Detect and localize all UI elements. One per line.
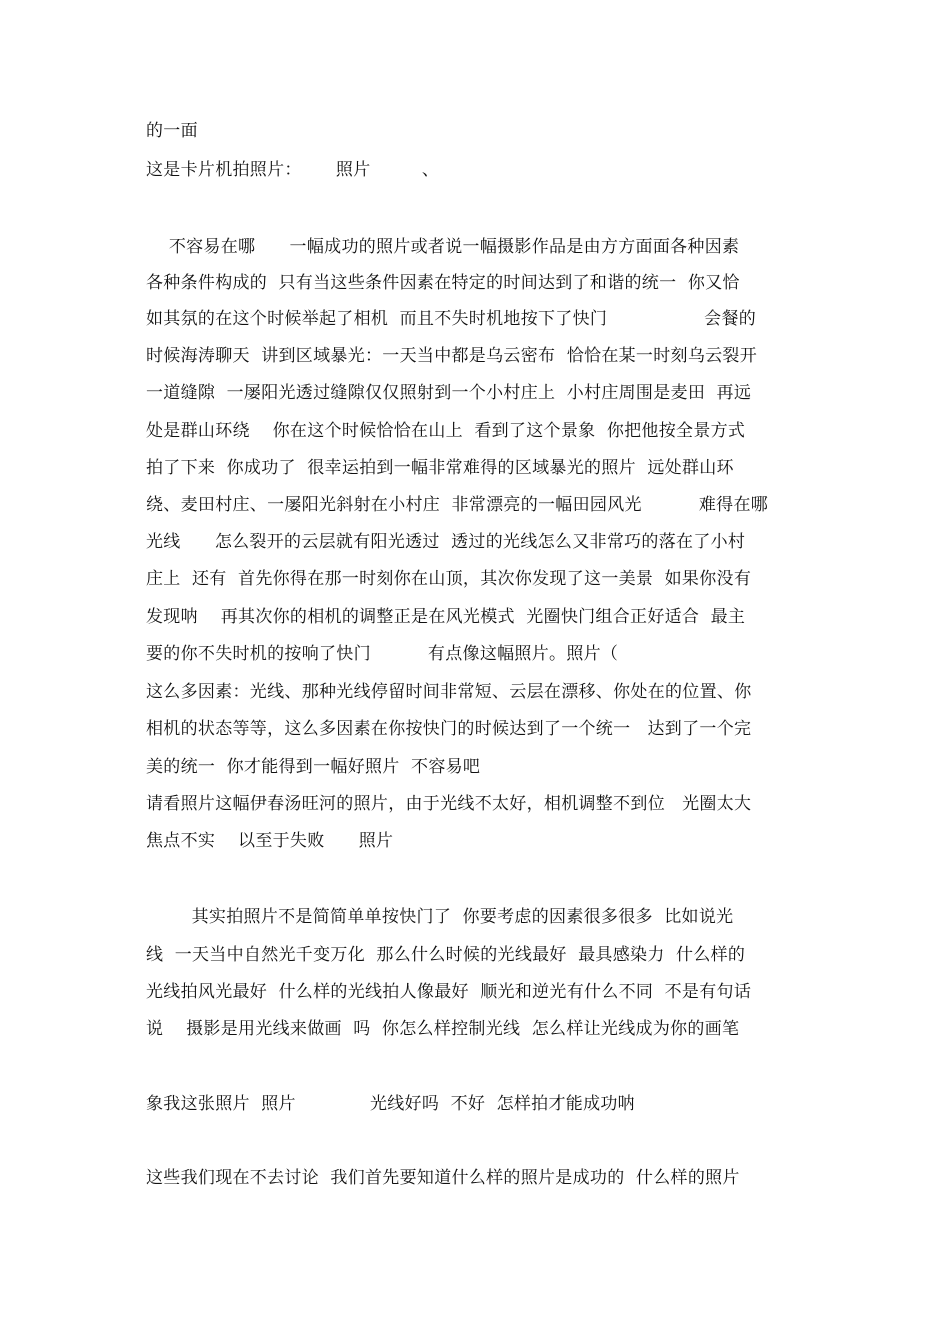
text-line-22: 光线拍风光最好 什么样的光线拍人像最好 顺光和逆光有什么不同 不是有句话 [146,982,752,1002]
text-line-24: 象我这张照片 照片 光线好吗 不好 怎样拍才能成功呐 [146,1094,635,1114]
text-line-17: 美的统一 你才能得到一幅好照片 不容易吧 [146,757,481,777]
text-line-8: 处是群山环绕 你在这个时候恰恰在山上 看到了这个景象 你把他按全景方式 [146,421,746,441]
text-line-15: 这么多因素：光线、那种光线停留时间非常短、云层在漂移、你处在的位置、你 [146,682,752,702]
text-line-5: 如其氛的在这个时候举起了相机 而且不失时机地按下了快门 会餐的 [146,309,757,329]
text-line-3: 不容易在哪 一幅成功的照片或者说一幅摄影作品是由方方面面各种因素 [146,237,740,257]
text-line-1: 的一面 [146,121,198,141]
text-line-12: 庄上 还有 首先你得在那一时刻你在山顶，其次你发现了这一美景 如果你没有 [146,569,752,589]
text-line-6: 时候海涛聊天 讲到区域暴光：一天当中都是乌云密布 恰恰在某一时刻乌云裂开 [146,346,758,366]
text-line-16: 相机的状态等等，这么多因素在你按快门的时候达到了一个统一 达到了一个完 [146,719,752,739]
text-line-11: 光线 怎么裂开的云层就有阳光透过 透过的光线怎么又非常巧的落在了小村 [146,532,746,552]
text-line-18: 请看照片这幅伊春汤旺河的照片，由于光线不太好，相机调整不到位 光圈太大 [146,794,752,814]
text-line-21: 线 一天当中自然光千变万化 那么什么时候的光线最好 最具感染力 什么样的 [146,945,746,965]
text-line-20: 其实拍照片不是简简单单按快门了 你要考虑的因素很多很多 比如说光 [146,907,734,927]
text-line-4: 各种条件构成的 只有当这些条件因素在特定的时间达到了和谐的统一 你又恰 [146,273,740,293]
text-line-19: 焦点不实 以至于失败 照片 [146,831,394,851]
text-line-7: 一道缝隙 一屡阳光透过缝隙仅仅照射到一个小村庄上 小村庄周围是麦田 再远 [146,383,752,403]
text-line-9: 拍了下来 你成功了 很幸运拍到一幅非常难得的区域暴光的照片 远处群山环 [146,458,734,478]
text-line-10: 绕、麦田村庄、一屡阳光斜射在小村庄 非常漂亮的一幅田园风光 难得在哪 [146,495,769,515]
text-line-14: 要的你不失时机的按响了快门 有点像这幅照片。照片（ [146,644,619,664]
text-line-13: 发现呐 再其次你的相机的调整正是在风光模式 光圈快门组合正好适合 最主 [146,607,746,627]
text-line-2: 这是卡片机拍照片： 照片 、 [146,160,440,180]
text-line-25: 这些我们现在不去讨论 我们首先要知道什么样的照片是成功的 什么样的照片 [146,1168,740,1188]
text-line-23: 说 摄影是用光线来做画 吗 你怎么样控制光线 怎么样让光线成为你的画笔 [146,1019,740,1039]
